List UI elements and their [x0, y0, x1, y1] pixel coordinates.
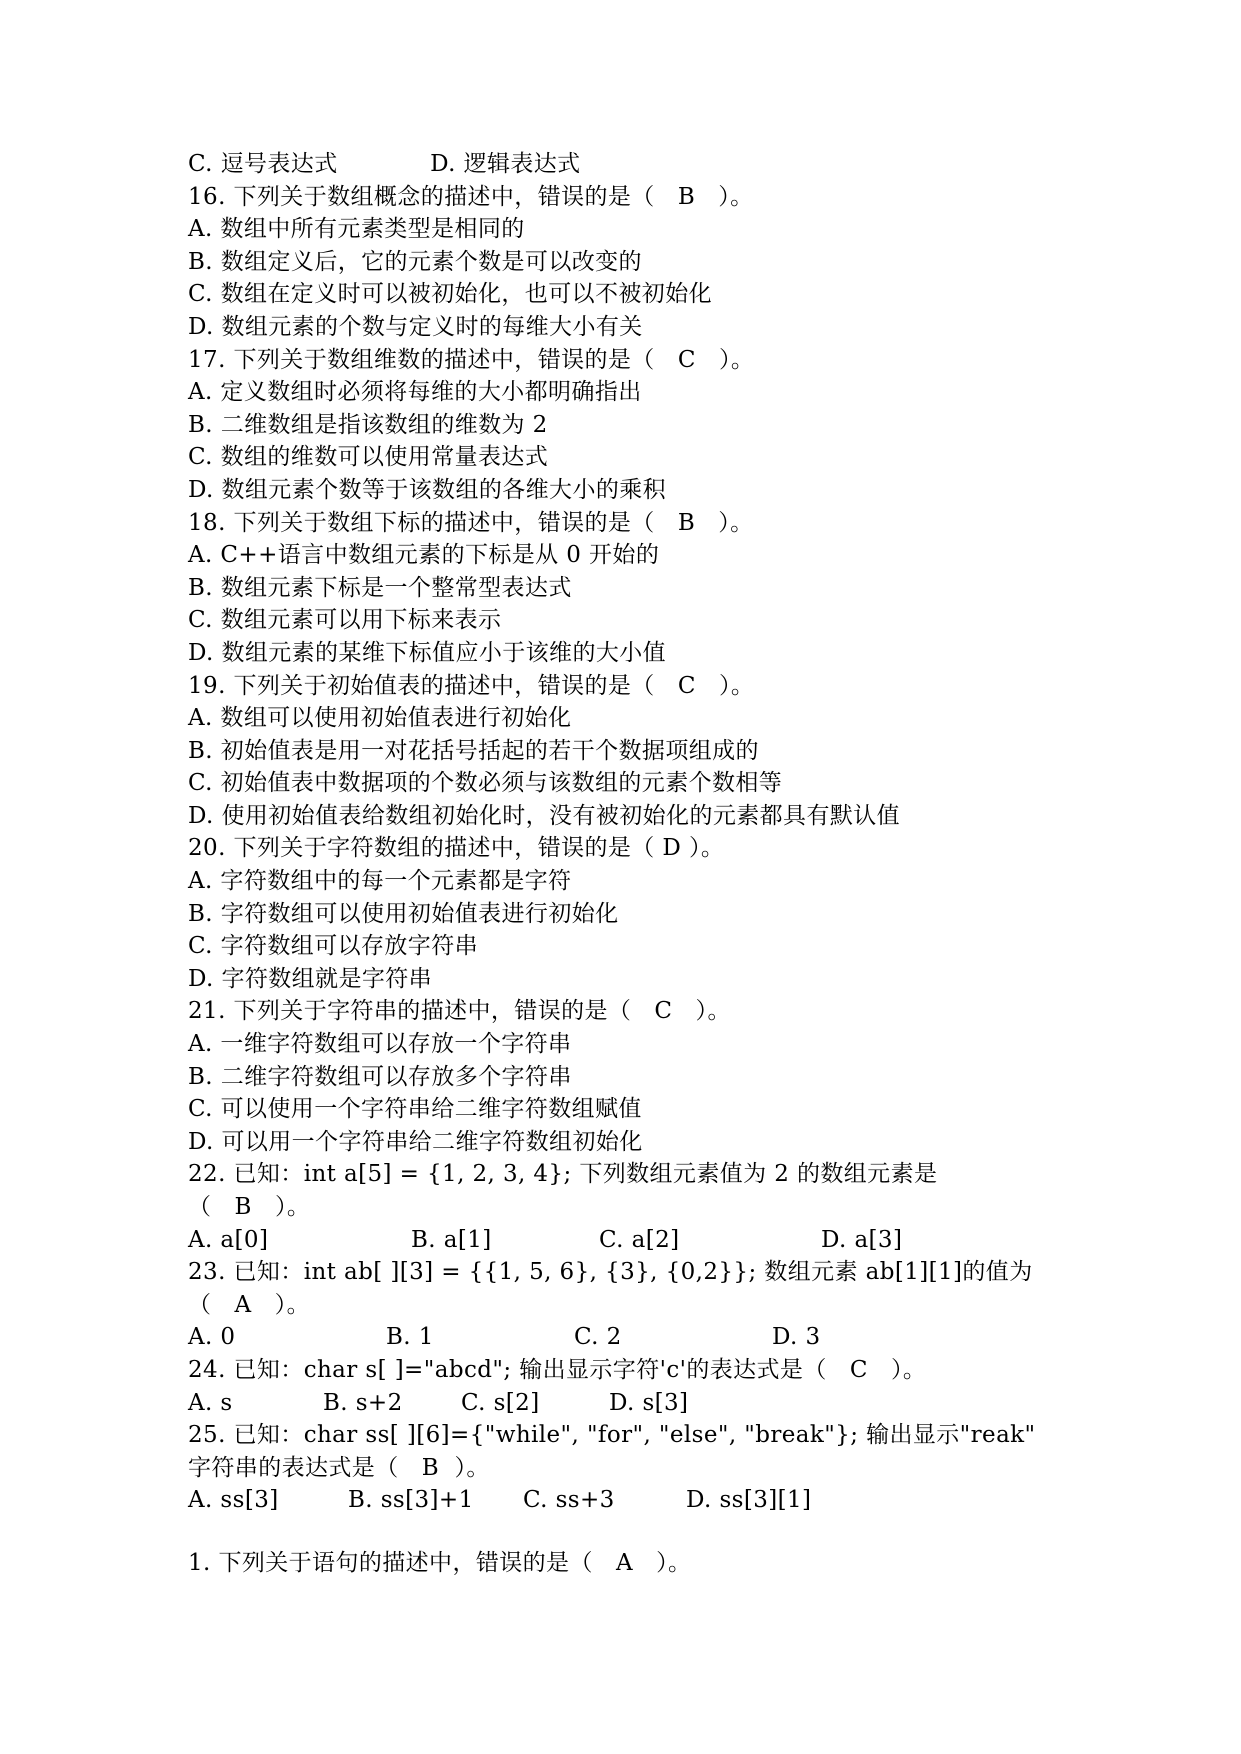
question-24-stem: 24. 已知：char s[ ]="abcd"; 输出显示字符'c'的表达式是（ C ）。 — [188, 1356, 927, 1383]
question-23-stem: 23. 已知：int ab[ ][3] = {{1, 5, 6}, {3}, {0,2}}; 数组元素 ab[1][1]的值为 — [188, 1259, 1033, 1286]
text-line: B. 字符数组可以使用初始值表进行初始化 — [188, 900, 619, 927]
text-line: C. 字符数组可以存放字符串 — [188, 933, 479, 960]
text-line: B. 初始值表是用一对花括号括起的若干个数据项组成的 — [188, 737, 759, 764]
question-1-stem: 1. 下列关于语句的描述中，错误的是（ A ）。 — [188, 1549, 692, 1576]
text-line: A. 一维字符数组可以存放一个字符串 — [188, 1031, 572, 1058]
option-c: C. a[2] — [599, 1226, 680, 1253]
question-20-stem: 20. 下列关于字符数组的描述中，错误的是（ D ）。 — [188, 835, 725, 862]
question-17-stem: 17. 下列关于数组维数的描述中，错误的是（ C ）。 — [188, 346, 755, 373]
text-line: A. 定义数组时必须将每维的大小都明确指出 — [188, 379, 642, 406]
option-c: C. s[2] — [461, 1389, 540, 1416]
option-b: B. ss[3]+1 — [348, 1487, 474, 1514]
text-line: B. 数组元素下标是一个整常型表达式 — [188, 574, 572, 601]
text-line: C. 可以使用一个字符串给二维字符数组赋值 — [188, 1096, 642, 1123]
text-line: C. 数组元素可以用下标来表示 — [188, 607, 502, 634]
option-b: B. s+2 — [323, 1389, 403, 1416]
text-line: C. 逗号表达式 D. 逻辑表达式 — [188, 151, 581, 177]
option-a: A. a[0] — [188, 1226, 269, 1253]
text-line: D. 数组元素的个数与定义时的每维大小有关 — [188, 313, 643, 340]
text-line: B. 数组定义后，它的元素个数是可以改变的 — [188, 248, 642, 275]
option-c: C. ss+3 — [523, 1487, 615, 1514]
text-line: D. 数组元素个数等于该数组的各维大小的乘积 — [188, 476, 667, 503]
text-line: B. 二维字符数组可以存放多个字符串 — [188, 1063, 572, 1090]
text-line: A. 数组中所有元素类型是相同的 — [188, 216, 525, 243]
text-line: C. 数组的维数可以使用常量表达式 — [188, 444, 549, 471]
question-25-answer: 字符串的表达式是（ B ）。 — [188, 1454, 490, 1481]
text-line: A. 字符数组中的每一个元素都是字符 — [188, 868, 572, 895]
option-d: D. a[3] — [821, 1226, 903, 1253]
question-16-stem: 16. 下列关于数组概念的描述中，错误的是（ B ）。 — [188, 183, 754, 210]
text-line: A. C++语言中数组元素的下标是从 0 开始的 — [188, 542, 660, 569]
text-line: D. 可以用一个字符串给二维字符数组初始化 — [188, 1128, 643, 1155]
question-23-options — [188, 1321, 1088, 1354]
text-line: D. 数组元素的某维下标值应小于该维的大小值 — [188, 639, 667, 666]
option-d: D. 3 — [772, 1324, 821, 1351]
question-22-options — [188, 1224, 1088, 1257]
option-a: A. ss[3] — [188, 1487, 279, 1514]
option-b: B. a[1] — [411, 1226, 492, 1253]
text-line: C. 数组在定义时可以被初始化，也可以不被初始化 — [188, 281, 713, 308]
option-c: C. 2 — [574, 1324, 622, 1351]
question-text-body — [188, 148, 1088, 1580]
section-gap — [188, 1517, 1088, 1547]
option-d: D. s[3] — [609, 1389, 689, 1416]
text-line: C. 初始值表中数据项的个数必须与该数组的元素个数相等 — [188, 770, 783, 797]
text-line: A. 数组可以使用初始值表进行初始化 — [188, 705, 572, 732]
text-line: D. 字符数组就是字符串 — [188, 965, 433, 992]
option-d: D. ss[3][1] — [686, 1487, 812, 1514]
option-a: A. 0 — [188, 1324, 236, 1351]
option-a: A. s — [188, 1389, 233, 1416]
text-line: B. 二维数组是指该数组的维数为 2 — [188, 411, 548, 438]
question-22-answer: （ B ）。 — [188, 1194, 311, 1220]
question-21-stem: 21. 下列关于字符串的描述中，错误的是（ C ）。 — [188, 998, 731, 1025]
question-23-answer: （ A ）。 — [188, 1291, 310, 1318]
question-22-stem: 22. 已知：int a[5] = {1, 2, 3, 4}; 下列数组元素值为 2 的数组元素是 — [188, 1161, 938, 1188]
option-b: B. 1 — [386, 1324, 434, 1351]
question-19-stem: 19. 下列关于初始值表的描述中，错误的是（ C ）。 — [188, 672, 755, 699]
question-25-options — [188, 1484, 1088, 1517]
question-18-stem: 18. 下列关于数组下标的描述中，错误的是（ B ）。 — [188, 509, 754, 536]
question-24-options — [188, 1387, 1088, 1420]
text-line: D. 使用初始值表给数组初始化时，没有被初始化的元素都具有默认值 — [188, 802, 901, 829]
question-25-stem: 25. 已知：char ss[ ][6]={"while", "for", "else", "break"}; 输出显示"reak" — [188, 1422, 1036, 1449]
